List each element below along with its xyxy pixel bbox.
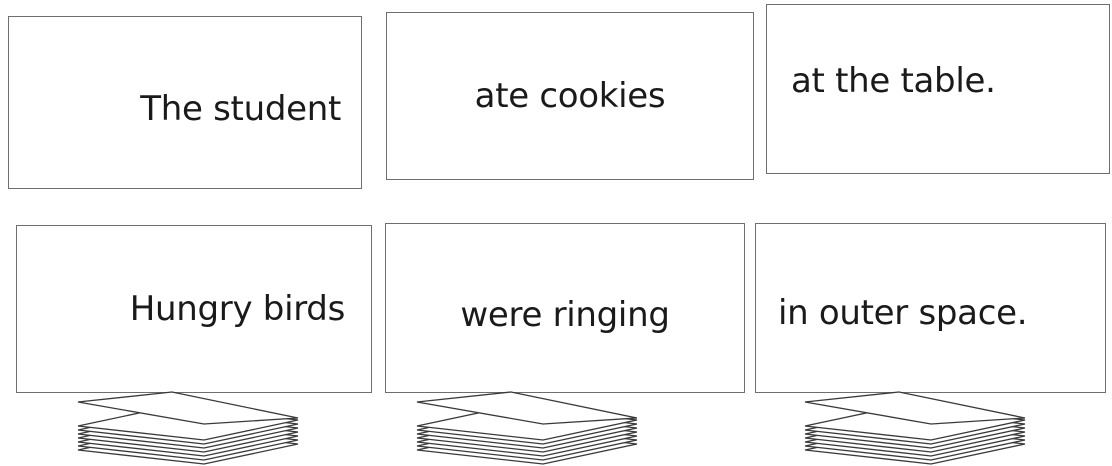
phrase-card-subject-1[interactable] [8,16,362,189]
phrase-card-verb-1[interactable] [386,12,754,180]
phrase-card-text: were ringing [460,295,670,335]
phrase-card-subject-2[interactable] [16,225,372,393]
phrase-card-text: Hungry birds [129,289,345,329]
phrase-card-place-2[interactable] [755,223,1106,393]
phrase-card-place-1[interactable] [766,4,1110,174]
card-stack-icon [74,388,300,466]
card-stack-icon [413,388,639,466]
phrase-card-verb-2[interactable] [385,223,745,393]
card-stack-icon [801,388,1027,466]
phrase-card-text: in outer space. [778,293,1028,333]
phrase-card-text: at the table. [791,61,996,101]
phrase-card-text: The student [140,88,341,129]
phrase-card-text: ate cookies [474,76,666,116]
